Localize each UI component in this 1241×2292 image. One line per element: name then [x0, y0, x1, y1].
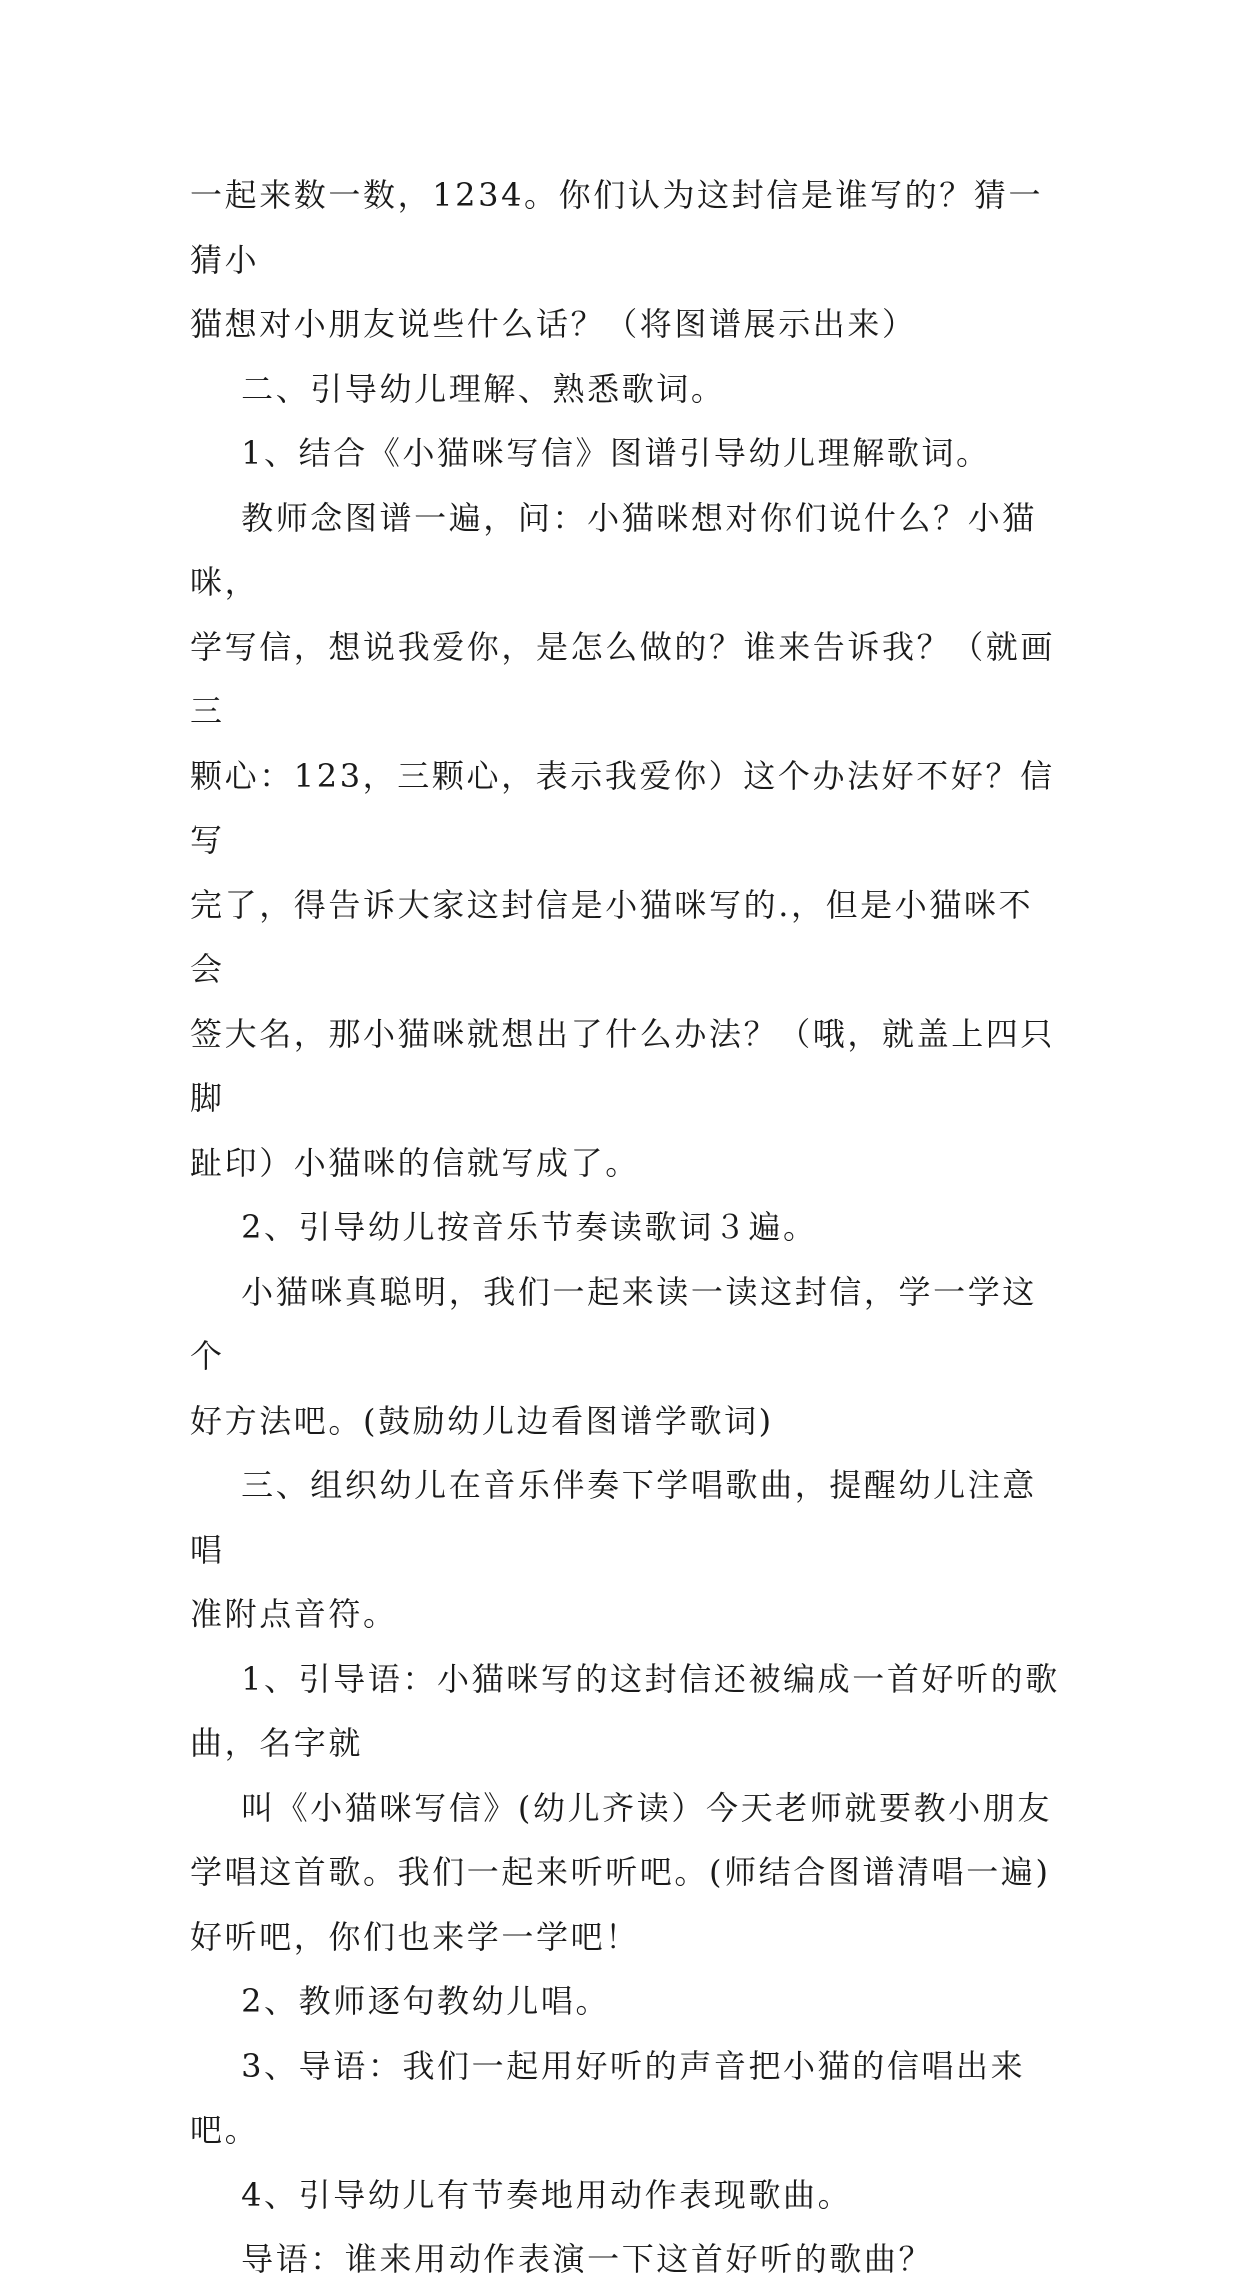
text-line: 4、引导幼儿有节奏地用动作表现歌曲。 — [190, 2175, 853, 2214]
text-line: 颗心：123，三颗心，表示我爱你）这个办法好不好？信写 — [190, 756, 1055, 859]
text-line: 学写信，想说我爱你，是怎么做的？谁来告诉我？（就画三 — [190, 627, 1056, 730]
text-line: 猫想对小朋友说些什么话？（将图谱展示出来） — [190, 305, 917, 343]
text-line: 一起来数一数，1234。你们认为这封信是谁写的？猜一猜小 — [190, 176, 1044, 279]
text-line: 签大名，那小猫咪就想出了什么办法？（哦，就盖上四只脚 — [190, 1014, 1056, 1117]
text-line: 2、引导幼儿按音乐节奏读歌词３遍。 — [190, 1208, 818, 1246]
text-line: 教师念图谱一遍，问：小猫咪想对你们说什么？小猫咪， — [190, 498, 1037, 601]
text-line: 准附点音符。 — [190, 1595, 398, 1633]
text-line: 完了，得告诉大家这封信是小猫咪写的.，但是小猫咪不会 — [190, 885, 1034, 988]
text-line: 趾印）小猫咪的信就写成了。 — [190, 1143, 640, 1182]
text-line: 好方法吧。(鼓励幼儿边看图谱学歌词) — [190, 1401, 774, 1440]
text-line: 2、教师逐句教幼儿唱。 — [190, 1982, 611, 2020]
text-line: 学唱这首歌。我们一起来听听吧。(师结合图谱清唱一遍) — [190, 1853, 1051, 1891]
text-line: 导语：谁来用动作表演一下这首好听的歌曲？ — [190, 2240, 934, 2278]
text-line: 曲，名字就 — [190, 1724, 364, 1762]
text-line: 二、引导幼儿理解、熟悉歌词。 — [190, 369, 726, 408]
text-line: 1、结合《小猫咪写信》图谱引导幼儿理解歌词。 — [190, 434, 991, 472]
text-line: 叫《小猫咪写信》(幼儿齐读）今天老师就要教小朋友 — [190, 1788, 1052, 1827]
text-line: 1、引导语：小猫咪写的这封信还被编成一首好听的歌 — [190, 1659, 1060, 1698]
text-line: 小猫咪真聪明，我们一起来读一读这封信，学一学这个 — [190, 1272, 1037, 1375]
text-line: 三、组织幼儿在音乐伴奏下学唱歌曲，提醒幼儿注意唱 — [190, 1466, 1037, 1569]
text-line: 好听吧，你们也来学一学吧！ — [190, 1917, 640, 1956]
text-line: 3、导语：我们一起用好听的声音把小猫的信唱出来吧。 — [190, 2046, 1026, 2149]
document-body — [190, 163, 1060, 2292]
